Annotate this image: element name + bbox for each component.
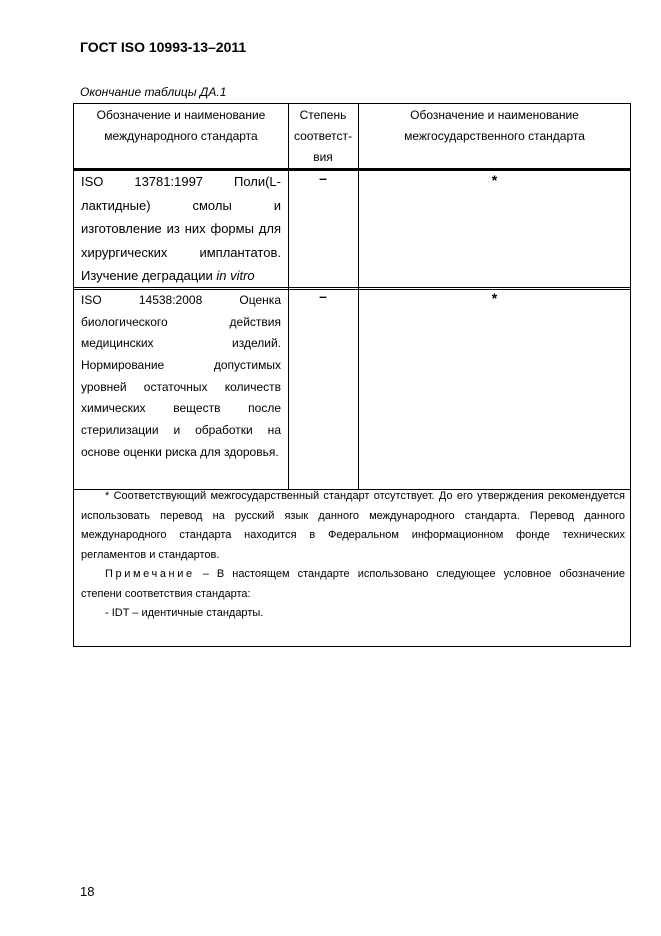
page-number: 18 xyxy=(80,884,95,899)
header-degree: Степень соответст- вия xyxy=(293,108,353,164)
note-label: Примечание xyxy=(105,568,195,580)
header-international-standard: Обозначение и наименование международного стандарта xyxy=(96,108,266,143)
table-row-1-degree: – xyxy=(319,170,327,186)
table-row-2-standard: ISO 14538:2008 Оценка биологического действия медицинских изделий. Нормирование допустимых уровней остаточных количеств химических веществ после стерилизации и обработки на основе оценки риска для здоровья. xyxy=(81,293,281,459)
table-row-1-standard: ISO 13781:1997 Поли(L- лактидные) смолы и изготовление из них формы для хирургических имплантатов. Изучение деградации in vitro xyxy=(81,174,281,283)
header-interstate-standard: Обозначение и наименование межгосударственного стандарта xyxy=(404,108,585,143)
table-caption: Окончание таблицы ДА.1 xyxy=(80,85,227,99)
standards-table xyxy=(73,103,631,647)
table-row-2-degree: – xyxy=(319,288,327,304)
table-footnote: * Соответствующий межгосударственный стандарт отсутствует. До его утверждения рекомендуется использовать перевод на русский язык данного международного стандарта. Перевод данного международного стандарта находится в Федеральном информационном фонде технических регламентов и стандартов. Примечание – В настоящем стандарте использовано следующее условное обозначение степени соответствия стандарта: - IDT – идентичные стандарты. xyxy=(81,490,625,619)
table-row-1-interstate: * xyxy=(491,172,498,188)
document-header: ГОСТ ISO 10993-13–2011 xyxy=(80,39,247,55)
table-row-2-interstate: * xyxy=(491,290,498,306)
